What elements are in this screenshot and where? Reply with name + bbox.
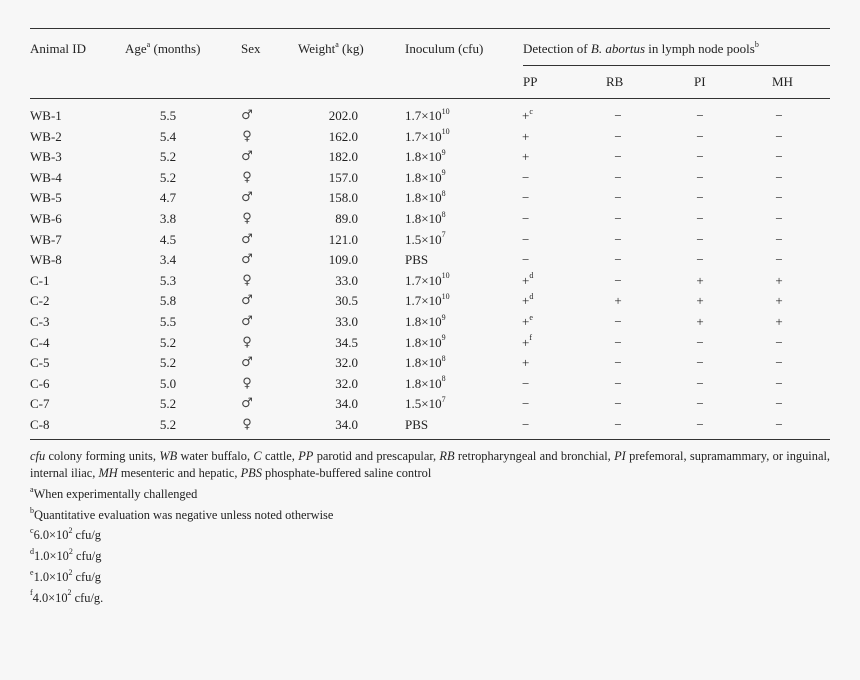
footnote-text: When experimentally challenged	[33, 487, 198, 501]
pi-cell: −	[696, 149, 704, 165]
age-cell: 5.2	[159, 417, 177, 432]
abbrev-definition: phosphate-buffered saline control	[261, 466, 432, 480]
sex-symbol: ♂	[241, 396, 253, 412]
mh-cell: −	[775, 128, 783, 144]
abbrev-term: cfu	[30, 449, 46, 463]
abbrev-definition: water buffalo,	[177, 449, 254, 463]
animal-id-cell: C-1	[30, 272, 50, 288]
inoculum-cell	[405, 149, 446, 165]
rb-cell: −	[614, 231, 622, 247]
inoculum-exponent: 8	[441, 189, 446, 199]
pi-cell: −	[696, 211, 704, 226]
inoculum-base: 1.7×10	[405, 128, 442, 144]
mh-cell: −	[775, 231, 783, 247]
footnote-exponent: 2	[67, 588, 72, 598]
inoculum-cell	[405, 108, 450, 124]
mh-cell: −	[775, 334, 783, 350]
inoculum-base: 1.8×10	[405, 314, 442, 329]
abbrev-term: PI	[614, 449, 626, 463]
rb-cell: −	[614, 417, 622, 432]
pp-result: +	[522, 149, 530, 165]
footnote-unit: cfu/g	[72, 528, 101, 543]
abbrev-term: PP	[298, 449, 314, 463]
weight-cell: 89.0	[335, 211, 358, 226]
pp-result: −	[522, 417, 530, 432]
animal-id-cell: C-8	[30, 417, 50, 432]
sex-symbol: ♂	[241, 252, 253, 268]
sex-symbol: ♀	[242, 128, 252, 144]
pp-cell	[522, 170, 542, 186]
inoculum-exponent: 10	[441, 292, 450, 302]
rb-cell: −	[614, 149, 622, 165]
footnote-exponent: 2	[68, 526, 73, 536]
rb-cell: −	[614, 252, 622, 268]
age-cell: 5.2	[159, 355, 177, 371]
sex-symbol: ♀	[242, 334, 252, 350]
animal-id-cell: C-4	[30, 334, 50, 350]
rb-cell: −	[614, 169, 622, 185]
footnote-item	[30, 527, 101, 543]
weight-cell: 182.0	[328, 149, 358, 165]
pi-cell: −	[696, 396, 704, 412]
pp-result: −	[522, 252, 530, 268]
inoculum-base: 1.7×10	[405, 108, 442, 123]
inoculum-base: 1.8×10	[405, 375, 442, 391]
pi-cell: −	[696, 334, 704, 350]
age-cell: 5.5	[159, 314, 177, 329]
weight-cell: 109.0	[328, 252, 358, 268]
abbrev-term: RB	[439, 449, 455, 463]
footnote-item	[30, 548, 101, 564]
abbrev-definition: parotid and prescapular,	[313, 449, 440, 463]
pp-cell	[522, 314, 542, 330]
pi-cell: +	[696, 293, 704, 309]
age-cell: 4.5	[159, 231, 177, 247]
age-cell: 3.4	[159, 252, 177, 268]
inoculum-exponent: 8	[441, 374, 446, 384]
pp-result: −	[522, 375, 530, 391]
inoculum-exponent: 9	[441, 333, 446, 343]
rb-cell: −	[614, 396, 622, 412]
pp-result: −	[522, 231, 530, 247]
footnote-exponent: 2	[68, 567, 73, 577]
pp-footnote-mark: f	[529, 333, 533, 343]
weight-cell: 202.0	[328, 108, 358, 123]
age-cell: 5.2	[159, 169, 177, 185]
mh-cell: −	[775, 149, 783, 165]
inoculum-exponent: 9	[441, 312, 446, 322]
age-cell: 5.4	[159, 128, 177, 144]
mh-cell: −	[775, 355, 783, 371]
inoculum-exponent: 7	[441, 395, 446, 405]
pp-cell	[522, 190, 542, 206]
age-cell: 5.2	[159, 396, 177, 412]
footnote-mark: a	[30, 484, 34, 494]
rb-cell: −	[614, 128, 622, 144]
pp-result: +	[522, 355, 530, 371]
age-cell: 5.2	[159, 334, 177, 350]
footnote-value: 1.0×10	[33, 569, 69, 584]
pp-result: +	[522, 314, 530, 329]
pp-cell	[522, 129, 542, 145]
pp-cell	[522, 252, 542, 268]
inoculum-base: 1.8×10	[405, 355, 442, 371]
rb-cell: −	[614, 190, 622, 206]
mh-cell: −	[775, 396, 783, 412]
sex-symbol: ♂	[241, 190, 253, 206]
col-header-rb: RB	[606, 74, 624, 89]
age-cell: 4.7	[159, 190, 177, 206]
pi-cell: −	[696, 417, 704, 432]
mh-cell: −	[775, 375, 783, 391]
animal-id-cell: WB-7	[30, 231, 62, 247]
pi-cell: −	[696, 128, 704, 144]
sex-symbol: ♀	[242, 169, 252, 185]
inoculum-exponent: 8	[441, 209, 446, 219]
inoculum-cell	[405, 273, 450, 289]
footnote-mark: f	[30, 588, 33, 598]
weight-cell: 162.0	[328, 128, 358, 144]
footnote-value: 6.0×10	[33, 528, 69, 543]
animal-id-cell: WB-1	[30, 108, 62, 123]
abbrev-definition: cattle,	[261, 449, 299, 463]
footnote-mark: b	[30, 505, 34, 515]
rb-cell: −	[614, 108, 622, 123]
inoculum-cell	[405, 417, 428, 433]
col-header-pi: PI	[694, 74, 706, 89]
animal-id-cell: WB-5	[30, 190, 62, 206]
footnote-item	[30, 590, 103, 606]
pi-cell: −	[696, 169, 704, 185]
animal-id-cell: C-6	[30, 375, 50, 391]
inoculum-exponent: 7	[441, 230, 446, 240]
inoculum-base: PBS	[405, 252, 429, 268]
rb-cell: −	[614, 355, 622, 371]
inoculum-cell	[405, 376, 446, 392]
rb-cell: +	[614, 293, 622, 309]
pp-result: +	[522, 128, 530, 144]
pi-cell: −	[696, 375, 704, 391]
pp-result: +	[522, 293, 530, 309]
abbrev-term: WB	[159, 449, 178, 463]
col-header-pp: PP	[523, 74, 538, 89]
age-cell: 5.5	[159, 108, 177, 123]
inoculum-base: 1.5×10	[405, 396, 442, 412]
footnote-exponent: 2	[68, 546, 73, 556]
weight-cell: 32.0	[335, 375, 358, 391]
weight-cell: 157.0	[328, 169, 358, 185]
inoculum-base: 1.8×10	[405, 334, 442, 350]
abbrev-definition: colony forming units,	[45, 449, 160, 463]
inoculum-base: 1.8×10	[405, 169, 442, 185]
footnote-item	[30, 507, 333, 523]
table-top-rule	[30, 28, 830, 29]
inoculum-cell	[405, 170, 446, 186]
inoculum-cell	[405, 129, 450, 145]
inoculum-base: 1.8×10	[405, 211, 442, 226]
weight-cell: 33.0	[335, 272, 358, 288]
mh-cell: −	[775, 169, 783, 185]
header-bottom-rule	[30, 98, 830, 99]
inoculum-exponent: 10	[441, 106, 450, 116]
col-header-mh: MH	[772, 74, 793, 89]
mh-cell: −	[775, 417, 783, 432]
pp-footnote-mark: c	[529, 106, 533, 116]
pp-cell	[522, 211, 542, 227]
pp-result: +	[522, 108, 530, 123]
animal-id-cell: C-3	[30, 314, 50, 329]
mh-cell: +	[775, 314, 783, 329]
pp-cell	[522, 376, 542, 392]
inoculum-base: 1.5×10	[405, 231, 442, 247]
rb-cell: −	[614, 375, 622, 391]
col-header-detection: Detection of B. abortus in lymph node pools$^b$	[523, 39, 759, 56]
inoculum-exponent: 10	[441, 127, 450, 137]
weight-cell: 33.0	[335, 314, 358, 329]
abbrev-term: PBS	[240, 466, 262, 480]
animal-id-cell: C-2	[30, 293, 50, 309]
mh-cell: −	[775, 252, 783, 268]
inoculum-cell	[405, 293, 450, 309]
mh-cell: −	[775, 108, 783, 123]
pp-cell	[522, 417, 542, 433]
sex-symbol: ♂	[241, 149, 253, 165]
sex-symbol: ♂	[241, 293, 253, 309]
subheader-rule	[523, 65, 830, 66]
abbrev-term: C	[253, 449, 262, 463]
weight-cell: 158.0	[328, 190, 358, 206]
inoculum-cell	[405, 211, 446, 227]
pp-footnote-mark: d	[529, 292, 534, 302]
pp-cell	[522, 149, 542, 165]
col-header-weight: Weight$^a$ (kg)	[298, 39, 364, 56]
pp-cell	[522, 355, 542, 371]
age-cell: 3.8	[159, 211, 177, 226]
rb-cell: −	[614, 314, 622, 329]
col-header-inoculum: Inoculum (cfu)	[405, 41, 484, 56]
pi-cell: +	[696, 314, 704, 329]
col-header-sex: Sex	[241, 41, 261, 56]
pp-cell	[522, 335, 542, 351]
footnote-text: Quantitative evaluation was negative unless noted otherwise	[34, 507, 334, 522]
sex-symbol: ♀	[242, 375, 252, 391]
weight-cell: 32.0	[335, 355, 358, 371]
sex-symbol: ♂	[241, 355, 253, 371]
pp-cell	[522, 232, 542, 248]
inoculum-base: 1.7×10	[405, 272, 442, 288]
pi-cell: −	[696, 190, 704, 206]
animal-id-cell: C-5	[30, 355, 50, 371]
sex-symbol: ♂	[241, 108, 253, 123]
abbrev-definition: mesenteric and hepatic,	[117, 466, 241, 480]
inoculum-cell	[405, 314, 446, 330]
mh-cell: −	[775, 190, 783, 206]
animal-id-cell: WB-6	[30, 211, 62, 226]
inoculum-cell	[405, 335, 446, 351]
pi-cell: −	[696, 252, 704, 268]
age-cell: 5.0	[159, 375, 177, 391]
inoculum-exponent: 9	[441, 147, 446, 157]
footnote-abbreviations	[30, 448, 830, 482]
table-bottom-rule	[30, 439, 830, 440]
animal-id-cell: C-7	[30, 396, 50, 412]
footnote-mark: e	[30, 567, 34, 577]
rb-cell: −	[614, 272, 622, 288]
rb-cell: −	[614, 211, 622, 226]
mh-cell: +	[775, 293, 783, 309]
weight-cell: 34.0	[335, 417, 358, 432]
sex-symbol: ♂	[241, 231, 253, 247]
pp-result: +	[522, 272, 530, 288]
inoculum-exponent: 10	[441, 271, 450, 281]
inoculum-exponent: 8	[441, 353, 446, 363]
animal-id-cell: WB-8	[30, 252, 62, 268]
inoculum-cell	[405, 190, 446, 206]
abbrev-definition: prefemoral, supramammary, or inguinal, internal iliac,	[30, 449, 830, 480]
mh-cell: −	[775, 211, 783, 226]
inoculum-cell	[405, 252, 428, 268]
col-header-age: Age$^a$ (months)	[125, 39, 201, 56]
pi-cell: +	[696, 272, 704, 288]
pp-result: −	[522, 211, 530, 226]
inoculum-cell	[405, 232, 446, 248]
weight-cell: 34.0	[335, 396, 358, 412]
footnote-mark: c	[30, 526, 34, 536]
animal-id-cell: WB-2	[30, 128, 62, 144]
animal-id-cell: WB-3	[30, 149, 62, 165]
animal-id-cell: WB-4	[30, 169, 62, 185]
sex-symbol: ♀	[242, 272, 252, 288]
pp-result: +	[522, 334, 530, 350]
footnote-unit: cfu/g	[72, 569, 101, 584]
pp-result: −	[522, 396, 530, 412]
inoculum-base: 1.8×10	[405, 190, 442, 206]
footnote-item	[30, 486, 197, 502]
pp-result: −	[522, 190, 530, 206]
sex-symbol: ♀	[242, 211, 252, 226]
col-header-animal-id: Animal ID	[30, 41, 86, 56]
pp-cell	[522, 273, 542, 289]
mh-cell: +	[775, 272, 783, 288]
pp-footnote-mark: e	[529, 312, 533, 322]
inoculum-base: PBS	[405, 417, 429, 432]
footnote-value: 1.0×10	[34, 549, 69, 564]
weight-cell: 30.5	[335, 293, 358, 309]
pp-footnote-mark: d	[529, 271, 534, 281]
pi-cell: −	[696, 108, 704, 123]
age-cell: 5.3	[159, 272, 177, 288]
abbrev-definition: retropharyngeal and bronchial,	[454, 449, 615, 463]
inoculum-cell	[405, 355, 446, 371]
footnote-unit: cfu/g.	[71, 590, 104, 605]
age-cell: 5.2	[159, 149, 177, 165]
pp-result: −	[522, 169, 530, 185]
weight-cell: 34.5	[335, 334, 358, 350]
inoculum-exponent: 9	[441, 168, 446, 178]
inoculum-cell	[405, 396, 446, 412]
pp-cell	[522, 396, 542, 412]
footnote-item	[30, 569, 101, 585]
pi-cell: −	[696, 355, 704, 371]
footnote-value: 4.0×10	[32, 590, 68, 605]
sex-symbol: ♀	[242, 417, 252, 432]
footnote-mark: d	[30, 546, 34, 556]
pp-cell	[522, 293, 542, 309]
pp-cell	[522, 108, 542, 124]
footnote-unit: cfu/g	[72, 549, 102, 564]
inoculum-base: 1.8×10	[405, 149, 442, 165]
weight-cell: 121.0	[328, 231, 358, 247]
age-cell: 5.8	[159, 293, 177, 309]
inoculum-base: 1.7×10	[405, 293, 442, 309]
rb-cell: −	[614, 334, 622, 350]
abbrev-term: MH	[98, 466, 118, 480]
sex-symbol: ♂	[241, 314, 253, 329]
pi-cell: −	[696, 231, 704, 247]
